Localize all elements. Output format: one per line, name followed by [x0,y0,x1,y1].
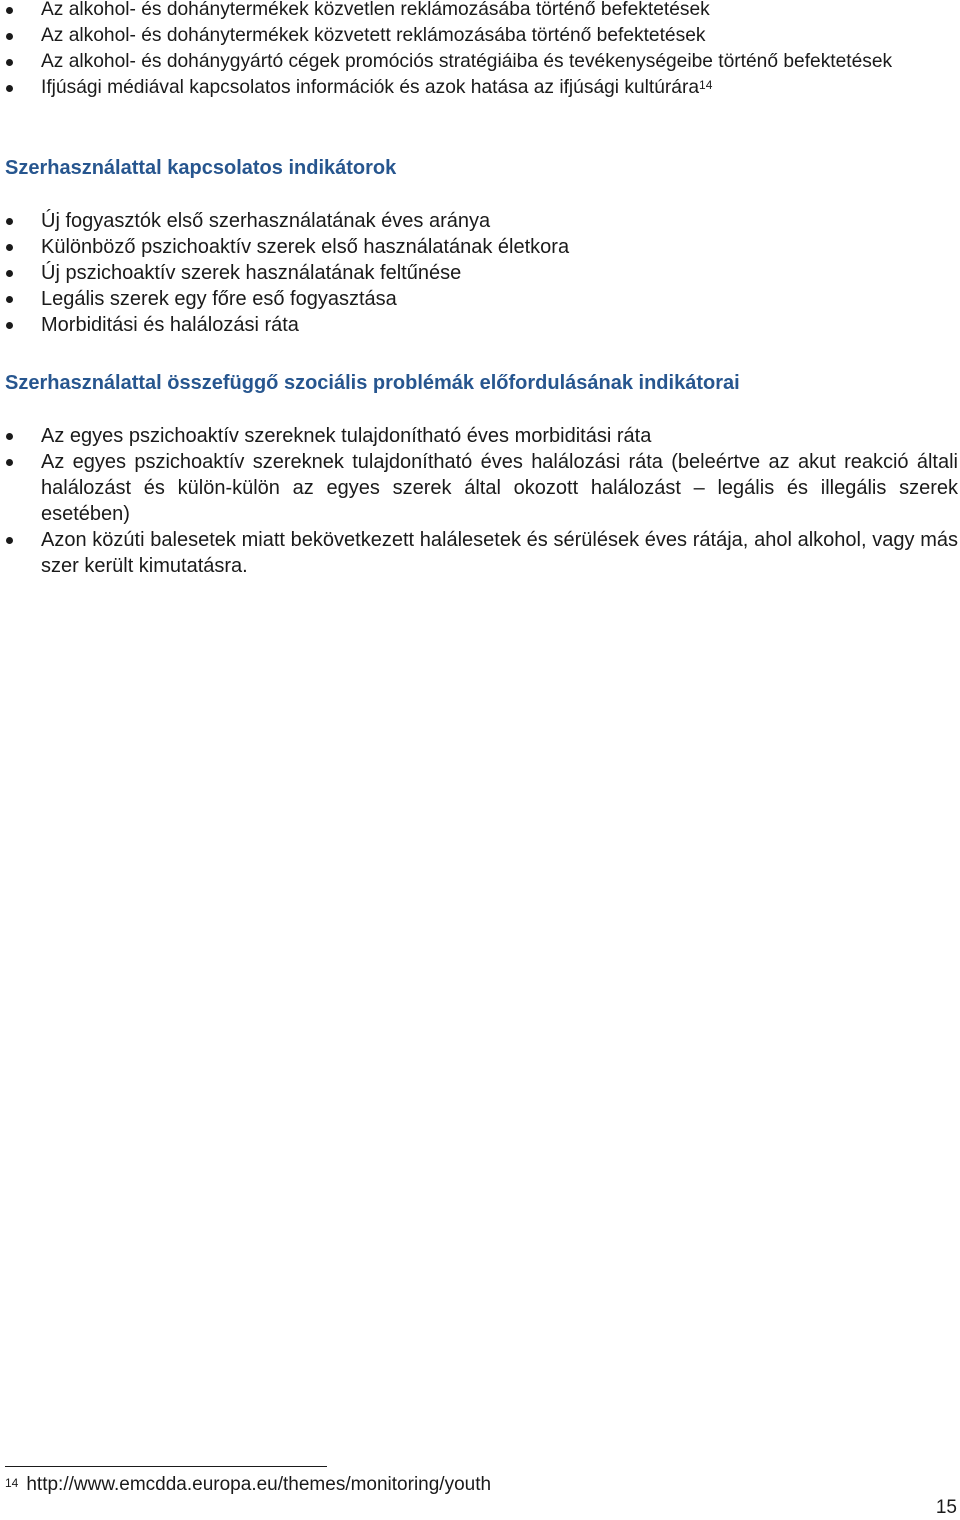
list-item-text: Az alkohol- és dohánytermékek közvetett reklámozásába történő befektetések [41,25,706,46]
list-item [0,0,958,23]
list-item-text: Az egyes pszichoaktív szereknek tulajdonítható éves halálozási ráta (beleértve az akut reakció általi halálozást és külön-külön az egyes szerek által okozott halálozást – legális és illegális szerek esetében) [41,451,958,525]
bullet-icon [6,59,13,66]
page-number: 15 [935,1497,957,1518]
bullet-list-social-indicators [0,423,958,579]
footnote-link[interactable]: http://www.emcdda.europa.eu/themes/monitoring/youth [26,1474,492,1495]
list-item-text: Azon közúti balesetek miatt bekövetkezett halálesetek és sérülések éves rátája, ahol alkohol, vagy más szer került kimutatásra. [41,529,958,577]
list-item-text: Legális szerek egy főre eső fogyasztása [41,288,397,310]
list-item [0,449,958,527]
list-item [0,49,958,75]
list-item [0,23,958,49]
bullet-icon [6,270,13,277]
list-item [0,312,958,338]
footnote-separator [5,1466,327,1467]
footnote [5,1473,491,1497]
list-item [0,286,958,312]
bullet-icon [6,459,13,466]
list-item-text: Az alkohol- és dohánytermékek közvetlen reklámozásába történő befektetések [41,0,710,20]
list-item-text: Az egyes pszichoaktív szereknek tulajdonítható éves morbiditási ráta [41,425,652,447]
footnote-number: 14 [5,1476,19,1490]
list-item [0,234,958,260]
section-heading-usage: Szerhasználattal kapcsolatos indikátorok [5,157,397,179]
list-item-text: Különböző pszichoaktív szerek első használatának életkora [41,236,570,258]
list-item [0,208,958,234]
bullet-icon [6,7,13,14]
bullet-list-investments [0,0,958,101]
bullet-icon [6,33,13,40]
bullet-icon [6,322,13,329]
bullet-icon [6,85,13,92]
bullet-icon [6,296,13,303]
bullet-icon [6,218,13,225]
bullet-icon [6,537,13,544]
list-item [0,260,958,286]
list-item-text: Morbiditási és halálozási ráta [41,314,299,336]
list-item [0,75,958,101]
bullet-icon [6,433,13,440]
bullet-icon [6,244,13,251]
footnote-reference[interactable]: 14 [699,78,713,92]
bullet-list-usage-indicators [0,208,958,338]
list-item [0,423,958,449]
list-item-text: Új fogyasztók első szerhasználatának éves aránya [41,210,491,232]
list-item-text: Ifjúsági médiával kapcsolatos információk és azok hatása az ifjúsági kultúrára [41,77,700,98]
list-item-text: Új pszichoaktív szerek használatának feltűnése [41,262,462,284]
list-item-text: Az alkohol- és dohánygyártó cégek promóciós stratégiáiba és tevékenységeibe történő befektetések [41,51,893,72]
list-item [0,527,958,579]
section-heading-social-problems: Szerhasználattal összefüggő szociális problémák előfordulásának indikátorai [5,372,740,394]
